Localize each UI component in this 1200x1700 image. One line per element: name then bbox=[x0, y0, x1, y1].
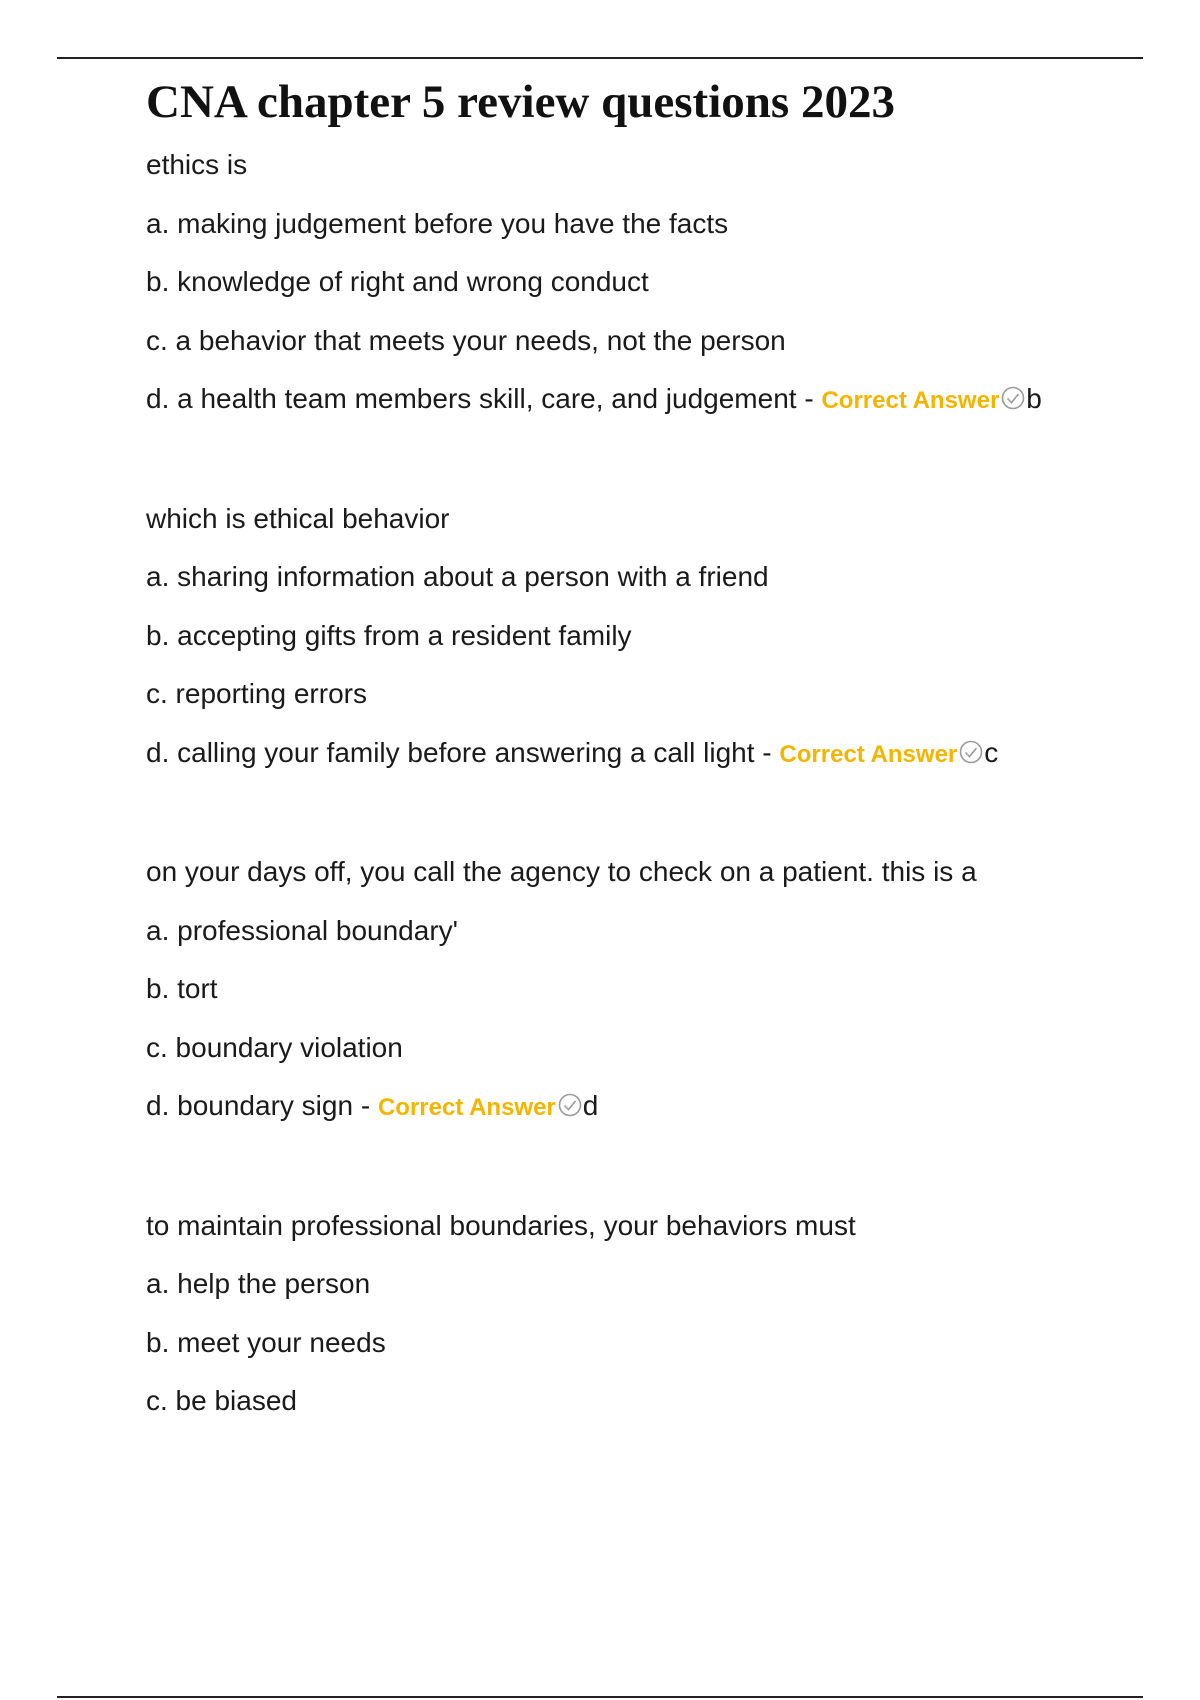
correct-answer-label: Correct Answer bbox=[779, 740, 958, 768]
question-stem: ethics is bbox=[146, 149, 248, 180]
answer-option-with-key bbox=[146, 370, 1146, 431]
correct-answer-value: b bbox=[1026, 383, 1042, 414]
top-divider bbox=[57, 57, 1143, 59]
answer-option-text: d. a health team members skill, care, and judgement bbox=[146, 383, 797, 414]
answer-option: a. sharing information about a person with a friend bbox=[146, 561, 769, 592]
answer-option: c. reporting errors bbox=[146, 678, 367, 709]
answer-option: b. accepting gifts from a resident family bbox=[146, 619, 632, 651]
answer-option: a. professional boundary' bbox=[146, 914, 458, 946]
question-block bbox=[146, 136, 1146, 431]
answer-option: b. meet your needs bbox=[146, 1326, 386, 1358]
answer-separator: - bbox=[754, 736, 780, 768]
question-stem: to maintain professional boundaries, your behaviors must bbox=[146, 1209, 856, 1241]
answer-separator: - bbox=[353, 1090, 378, 1121]
question-block bbox=[146, 843, 1146, 1138]
answer-option-text: d. calling your family before answering a call light bbox=[146, 736, 755, 768]
answer-separator: - bbox=[796, 383, 822, 414]
answer-option: b. knowledge of right and wrong conduct bbox=[146, 266, 649, 297]
answer-option-with-key bbox=[146, 1077, 1146, 1138]
check-circle-icon bbox=[1000, 385, 1026, 411]
answer-option-text: d. boundary sign bbox=[146, 1090, 354, 1121]
answer-option: a. help the person bbox=[146, 1268, 371, 1299]
answer-option: c. a behavior that meets your needs, not the person bbox=[146, 324, 786, 356]
answer-option: c. boundary violation bbox=[146, 1031, 403, 1063]
correct-answer-label: Correct Answer bbox=[821, 387, 1000, 414]
answer-option: a. making judgement before you have the facts bbox=[146, 207, 729, 239]
answer-option: b. tort bbox=[146, 973, 218, 1004]
question-stem: which is ethical behavior bbox=[146, 502, 450, 534]
check-circle-icon bbox=[557, 1092, 583, 1118]
document-body bbox=[146, 72, 1146, 1490]
question-stem: on your days off, you call the agency to check on a patient. this is a bbox=[146, 856, 977, 887]
bottom-divider bbox=[57, 1696, 1143, 1698]
answer-option: c. be biased bbox=[146, 1385, 297, 1416]
question-block bbox=[146, 1197, 1146, 1431]
correct-answer-value: d bbox=[582, 1090, 599, 1121]
page-title: CNA chapter 5 review questions 2023 bbox=[146, 76, 895, 128]
correct-answer-label: Correct Answer bbox=[377, 1094, 556, 1121]
correct-answer-value: c bbox=[984, 736, 999, 768]
answer-option-with-key bbox=[146, 724, 1146, 785]
check-circle-icon bbox=[958, 739, 984, 765]
question-block bbox=[146, 490, 1146, 785]
